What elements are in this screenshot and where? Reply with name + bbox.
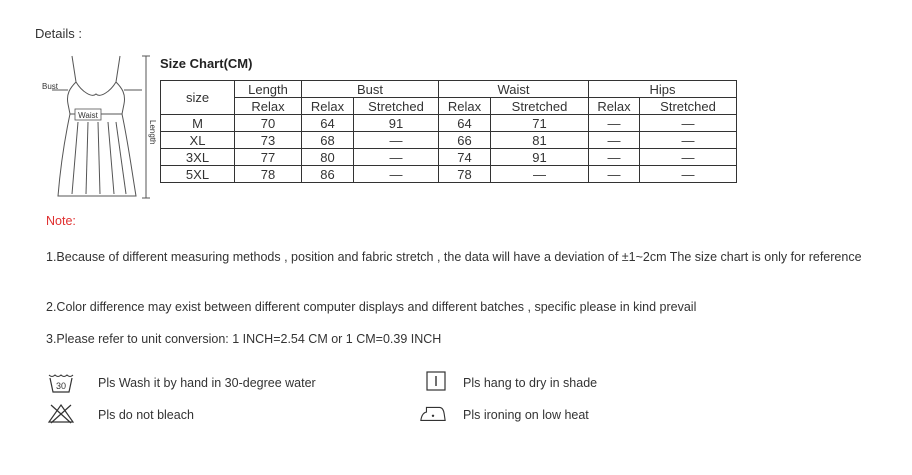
group-header-waist: Waist: [439, 81, 589, 98]
table-cell: —: [640, 115, 737, 132]
table-cell: 71: [491, 115, 589, 132]
garment-diagram: [42, 52, 157, 208]
table-cell: 91: [491, 149, 589, 166]
table-subheader-row: [161, 98, 737, 115]
table-header-row: [161, 81, 737, 98]
table-cell: —: [354, 132, 439, 149]
hang-dry-icon: [422, 370, 450, 392]
care-bleach-text: Pls do not bleach: [98, 408, 194, 422]
note-item: 2.Color difference may exist between different computer displays and different batches , specific please in kind prevail: [46, 300, 697, 314]
subheader: Stretched: [354, 98, 439, 115]
table-cell: 80: [302, 149, 354, 166]
table-cell: —: [354, 149, 439, 166]
table-row: [161, 132, 737, 149]
table-cell: —: [589, 149, 640, 166]
table-cell: 3XL: [161, 149, 235, 166]
details-heading: Details :: [35, 26, 82, 41]
subheader: Relax: [589, 98, 640, 115]
table-cell: 78: [235, 166, 302, 183]
bust-label: Bust: [42, 82, 59, 91]
subheader: Relax: [302, 98, 354, 115]
table-cell: —: [640, 149, 737, 166]
subheader: Stretched: [491, 98, 589, 115]
table-cell: 68: [302, 132, 354, 149]
table-cell: 86: [302, 166, 354, 183]
note-item: 3.Please refer to unit conversion: 1 INCH=2.54 CM or 1 CM=0.39 INCH: [46, 332, 442, 346]
table-cell: —: [491, 166, 589, 183]
table-cell: 77: [235, 149, 302, 166]
hand-wash-icon: [47, 372, 75, 394]
subheader: Stretched: [640, 98, 737, 115]
care-iron-text: Pls ironing on low heat: [463, 408, 589, 422]
table-cell: 73: [235, 132, 302, 149]
table-cell: M: [161, 115, 235, 132]
group-header-bust: Bust: [302, 81, 439, 98]
table-cell: 78: [439, 166, 491, 183]
group-header-length: Length: [235, 81, 302, 98]
no-bleach-icon: [47, 402, 75, 424]
note-label: Note:: [46, 214, 76, 228]
subheader: Relax: [439, 98, 491, 115]
table-cell: 64: [302, 115, 354, 132]
table-cell: 74: [439, 149, 491, 166]
group-header-hips: Hips: [589, 81, 737, 98]
table-cell: —: [589, 115, 640, 132]
size-chart-table: [160, 80, 737, 183]
note-item: 1.Because of different measuring methods , position and fabric stretch , the data will have a deviation of ±1~2cm The size chart is only for reference: [46, 250, 862, 264]
table-cell: 5XL: [161, 166, 235, 183]
table-row: [161, 115, 737, 132]
size-chart-title: Size Chart(CM): [160, 56, 253, 71]
size-header: size: [161, 81, 235, 115]
table-cell: 81: [491, 132, 589, 149]
care-dry-text: Pls hang to dry in shade: [463, 376, 598, 390]
waist-label: Waist: [78, 111, 98, 120]
care-wash-text: Pls Wash it by hand in 30-degree water: [98, 376, 316, 390]
iron-low-heat-icon: [419, 402, 447, 424]
table-cell: 64: [439, 115, 491, 132]
table-cell: —: [640, 132, 737, 149]
wash-temp: 30: [55, 381, 67, 391]
subheader: Relax: [235, 98, 302, 115]
table-cell: 66: [439, 132, 491, 149]
table-cell: 70: [235, 115, 302, 132]
table-row: [161, 149, 737, 166]
table-row: [161, 166, 737, 183]
table-cell: —: [589, 166, 640, 183]
table-cell: —: [354, 166, 439, 183]
table-cell: —: [589, 132, 640, 149]
table-cell: 91: [354, 115, 439, 132]
table-cell: —: [640, 166, 737, 183]
table-cell: XL: [161, 132, 235, 149]
length-label: Length: [148, 120, 157, 145]
